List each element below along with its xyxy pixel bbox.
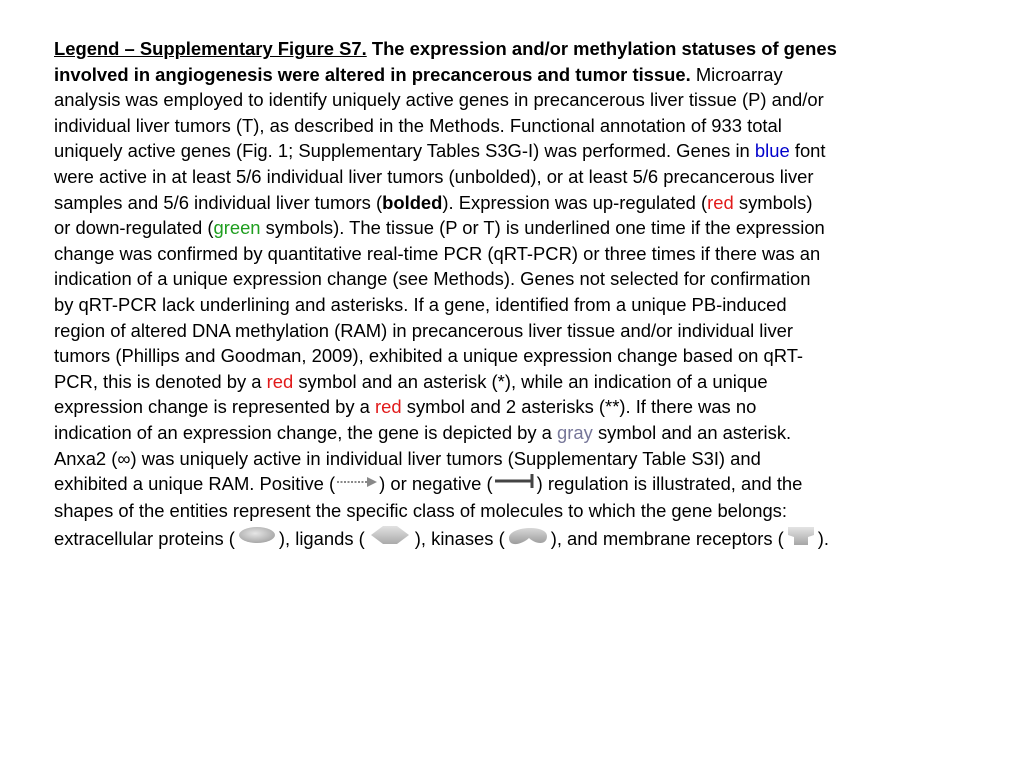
- legend-line-15: [54, 394, 969, 420]
- legend-line-16: [54, 420, 969, 446]
- legend-text: ).: [817, 527, 829, 549]
- red-word: red: [375, 396, 402, 418]
- legend-line-13: tumors (Phillips and Goodman, 2009), exhibited a unique expression change based on qRT-: [54, 345, 804, 367]
- legend-line-20: [54, 524, 969, 557]
- blue-word: blue: [754, 140, 790, 162]
- figure-legend: [54, 36, 969, 556]
- bolded-word: bolded: [382, 191, 443, 213]
- legend-text: ) or negative (: [379, 473, 493, 495]
- negative-regulation-bar-icon: [493, 470, 537, 496]
- legend-line-14: [54, 369, 969, 395]
- legend-text: ), kinases (: [414, 527, 505, 549]
- positive-regulation-arrow-icon: [335, 470, 379, 496]
- legend-line-6: were active in at least 5/6 individual liver tumors (unbolded), or at least 5/6 precancerous liver: [54, 165, 814, 187]
- extracellular-protein-icon: [235, 525, 279, 552]
- legend-title: Legend – Supplementary Figure S7.: [54, 38, 367, 59]
- legend-line-5: [54, 138, 969, 164]
- legend-text: indication of an expression change, the gene is depicted by a: [54, 421, 552, 443]
- legend-subtitle-cont: involved in angiogenesis were altered in precancerous and tumor tissue.: [54, 63, 691, 85]
- legend-line-18: [54, 471, 969, 498]
- legend-text: uniquely active genes (Fig. 1; Supplementary Tables S3G-I) was performed. Genes in: [54, 140, 750, 162]
- legend-text: symbols). The tissue (P or T) is underlined one time if the expression: [265, 217, 825, 239]
- legend-text: ) regulation is illustrated, and the: [536, 473, 803, 495]
- legend-text: ). Expression was up-regulated (: [442, 191, 708, 213]
- legend-line-7: [54, 190, 969, 216]
- legend-text: extracellular proteins (: [54, 527, 235, 549]
- legend-text: ), and membrane receptors (: [550, 527, 784, 549]
- legend-text: symbol and an asterisk (*), while an indication of a unique: [298, 370, 768, 392]
- legend-line-19: shapes of the entities represent the specific class of molecules to which the gene belongs:: [54, 500, 787, 522]
- legend-text: symbol and an asterisk.: [597, 421, 792, 443]
- green-word: green: [213, 217, 261, 239]
- legend-text: Microarray: [695, 63, 783, 85]
- legend-line-10: indication of a unique expression change (see Methods). Genes not selected for confirmation: [54, 268, 811, 290]
- ligand-icon: [365, 524, 415, 553]
- legend-text: samples and 5/6 individual liver tumors (: [54, 191, 383, 213]
- legend-line-1: [54, 36, 969, 62]
- legend-text: symbol and 2 asterisks (**). If there was no: [406, 396, 757, 418]
- legend-line-12: region of altered DNA methylation (RAM) in precancerous liver tissue and/or individual liver: [54, 319, 794, 341]
- legend-text: expression change is represented by a: [54, 396, 370, 418]
- red-word: red: [266, 370, 294, 392]
- legend-line-2: [54, 62, 969, 88]
- legend-text: or down-regulated (: [54, 217, 214, 239]
- legend-text: exhibited a unique RAM. Positive (: [54, 473, 336, 495]
- legend-line-8: [54, 215, 969, 241]
- legend-line-9: change was confirmed by quantitative real-time PCR (qRT-PCR) or three times if there was an: [54, 242, 821, 264]
- legend-subtitle: The expression and/or methylation statuses of genes: [371, 38, 837, 59]
- kinase-icon: [505, 522, 551, 555]
- membrane-receptor-icon: [784, 523, 818, 554]
- red-word: red: [707, 191, 734, 213]
- legend-line-3: analysis was employed to identify uniquely active genes in precancerous liver tissue (P) and/or: [54, 89, 824, 111]
- legend-line-11: by qRT-PCR lack underlining and asterisks. If a gene, identified from a unique PB-induced: [54, 293, 787, 315]
- gray-word: gray: [557, 421, 593, 443]
- legend-text: font: [794, 140, 826, 162]
- legend-text: PCR, this is denoted by a: [54, 370, 262, 392]
- legend-text: ), ligands (: [278, 527, 365, 549]
- legend-text: symbols): [738, 191, 813, 213]
- legend-line-17: Anxa2 (∞) was uniquely active in individual liver tumors (Supplementary Table S3I) and: [54, 447, 761, 469]
- legend-line-4: individual liver tumors (T), as described in the Methods. Functional annotation of 933 total: [54, 114, 782, 136]
